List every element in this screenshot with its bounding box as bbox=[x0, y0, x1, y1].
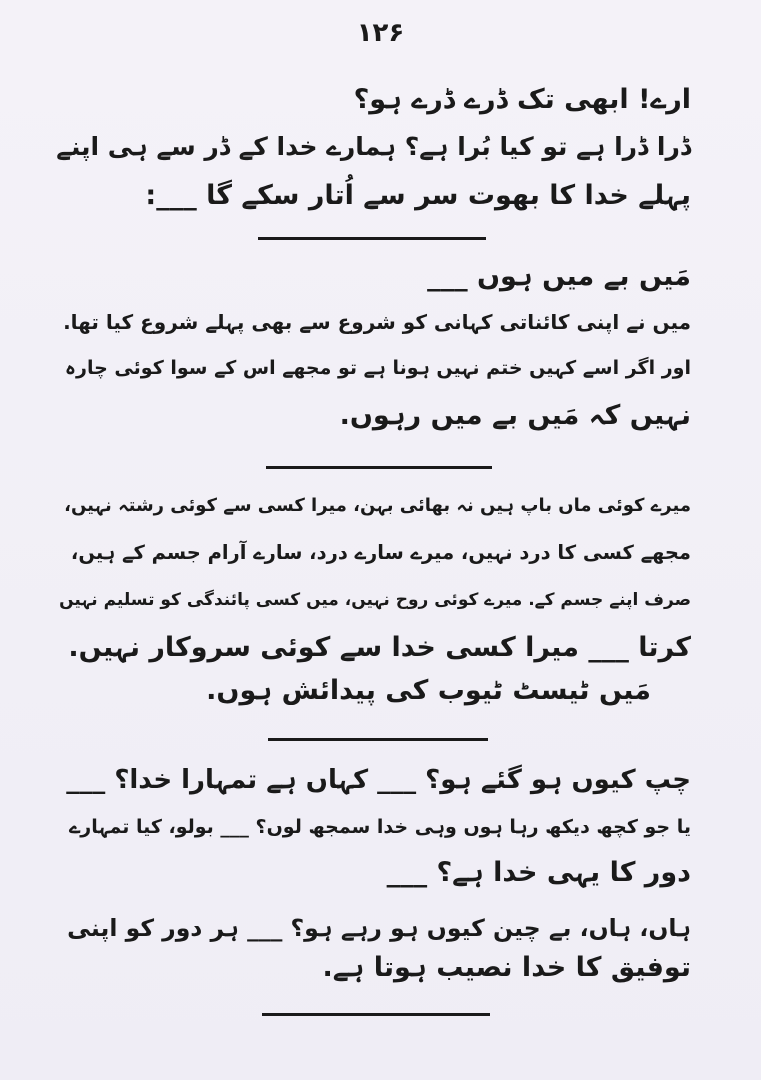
page-number: ۱۲۶ bbox=[356, 18, 405, 48]
text-line: کرتا ___ میرا کسی خدا سے کوئی سروکار نہیں. bbox=[68, 632, 691, 663]
text-line: میں نے اپنی کائناتی کہانی کو شروع سے بھی پہلے شروع کیا تھا. bbox=[63, 310, 691, 334]
text-line: ارے! ابھی تک ڈرے ڈرے ہو؟ bbox=[353, 84, 691, 115]
text-line: چپ کیوں ہو گئے ہو؟ ___ کہاں ہے تمہارا خدا؟ ___ bbox=[66, 765, 691, 795]
text-line: پہلے خدا کا بھوت سر سے اُتار سکے گا ___: bbox=[145, 180, 691, 211]
text-line: مَیں بے میں ہوں ___ bbox=[427, 261, 691, 292]
text-line: مَیں ٹیسٹ ٹیوب کی پیدائش ہوں. bbox=[206, 675, 651, 706]
text-line: اور اگر اسے کہیں ختم نہیں ہونا ہے تو مجھے اس کے سوا کوئی چارہ bbox=[64, 357, 691, 379]
section-divider bbox=[268, 738, 488, 741]
text-line: نہیں کہ مَیں بے میں رہوں. bbox=[339, 400, 691, 431]
text-line: ڈرا ڈرا ہے تو کیا بُرا ہے؟ ہمارے خدا کے ڈر سے ہی اپنے bbox=[56, 132, 691, 161]
section-divider bbox=[258, 237, 486, 240]
section-divider bbox=[266, 466, 492, 469]
section-divider bbox=[262, 1013, 490, 1016]
text-line: دور کا یہی خدا ہے؟ ___ bbox=[386, 857, 691, 888]
text-line: توفیق کا خدا نصیب ہوتا ہے. bbox=[322, 952, 691, 983]
text-line: صرف اپنے جسم کے. میرے کوئی روح نہیں، میں کسی پائندگی کو تسلیم نہیں bbox=[59, 590, 691, 610]
text-line: یا جو کچھ دیکھ رہا ہوں وہی خدا سمجھ لوں؟ ___ بولو، کیا تمہارے bbox=[69, 816, 691, 838]
text-line: ہاں، ہاں، بے چین کیوں ہو رہے ہو؟ ___ ہر دور کو اپنی bbox=[67, 914, 691, 942]
text-line: مجھے کسی کا درد نہیں، میرے سارے درد، سارے آرام جسم کے ہیں، bbox=[70, 541, 691, 564]
text-line: میرے کوئی ماں باپ ہیں نہ بھائی بہن، میرا کسی سے کوئی رشتہ نہیں، bbox=[64, 495, 691, 516]
